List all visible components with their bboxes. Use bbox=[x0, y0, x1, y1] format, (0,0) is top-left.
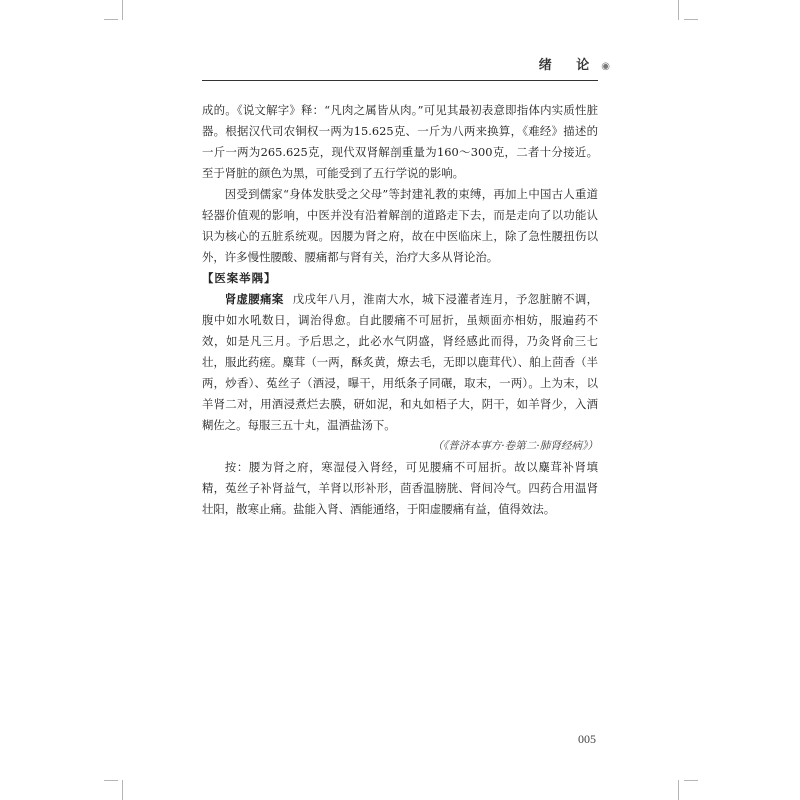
case-title: 肾虚腰痛案 bbox=[224, 292, 284, 306]
section-heading: 【医案举隅】 bbox=[202, 271, 277, 285]
crop-mark bbox=[684, 780, 698, 781]
case-note: 按：腰为肾之府，寒湿侵入肾经，可见腰痛不可屈折。故以麋茸补肾填精，菟丝子补肾益气，羊肾以形补形，茴香温膀胱、肾间冷气。四药合用温肾壮阳，散寒止痛。盐能入肾、酒能通络，于阳虚腰痛有益，值得效法。 bbox=[202, 460, 598, 516]
crop-mark bbox=[122, 780, 123, 800]
page-number: 005 bbox=[578, 732, 596, 746]
page-body bbox=[202, 100, 598, 520]
crop-mark bbox=[104, 780, 118, 781]
header-rule bbox=[202, 80, 598, 81]
header-title: 绪 论 bbox=[538, 58, 600, 73]
case-paragraph bbox=[202, 289, 598, 436]
crop-mark bbox=[104, 19, 118, 20]
paragraph-2: 因受到儒家“身体发肤受之父母”等封建礼教的束缚，再加上中国古人重道轻器价值观的影响，中医并没有沿着解剖的道路走下去，而是走向了以功能认识为核心的五脏系统观。因腰为肾之府，故在中医临床上，除了急性腰扭伤以外，许多慢性腰酸、腰痛都与肾有关，治疗大多从肾论治。 bbox=[202, 187, 598, 264]
crop-mark bbox=[678, 0, 679, 20]
running-header bbox=[539, 54, 610, 73]
header-ornament-icon: ◉ bbox=[601, 61, 610, 72]
case-text: 戊戌年八月，淮南大水，城下浸灌者连月，予忽脏腑不调，腹中如水吼数日，调治得愈。自此腰痛不可屈折，虽颊面亦相妨，服遍药不效，如是凡三月。予后思之，此必水气阴盛，肾经感此而得，乃灸肾俞三七壮，服此药瘥。麋茸（一两，酥炙黄，燎去毛，无即以鹿茸代）、舶上茴香（半两，炒香）、菟丝子（酒浸，曝干，用纸条子同碾，取末，一两）。上为末，以羊肾二对，用酒浸煮烂去膜，研如泥，和丸如梧子大，阴干，如羊肾少，入酒糊佐之。每服三五十丸，温酒盐汤下。 bbox=[202, 292, 598, 432]
crop-mark bbox=[678, 780, 679, 800]
crop-mark bbox=[122, 0, 123, 20]
paragraph-1: 成的。《说文解字》释：“凡肉之属皆从肉。”可见其最初表意即指体内实质性脏器。根据汉代司农铜权一两为15.625克、一斤为八两来换算，《难经》描述的一斤一两为265.625克，现代双肾解剖重量为160～300克，二者十分接近。至于肾脏的颜色为黑，可能受到了五行学说的影响。 bbox=[202, 103, 598, 180]
case-source: （《普济本事方·卷第二·肺肾经病》） bbox=[432, 440, 598, 452]
crop-mark bbox=[684, 19, 698, 20]
